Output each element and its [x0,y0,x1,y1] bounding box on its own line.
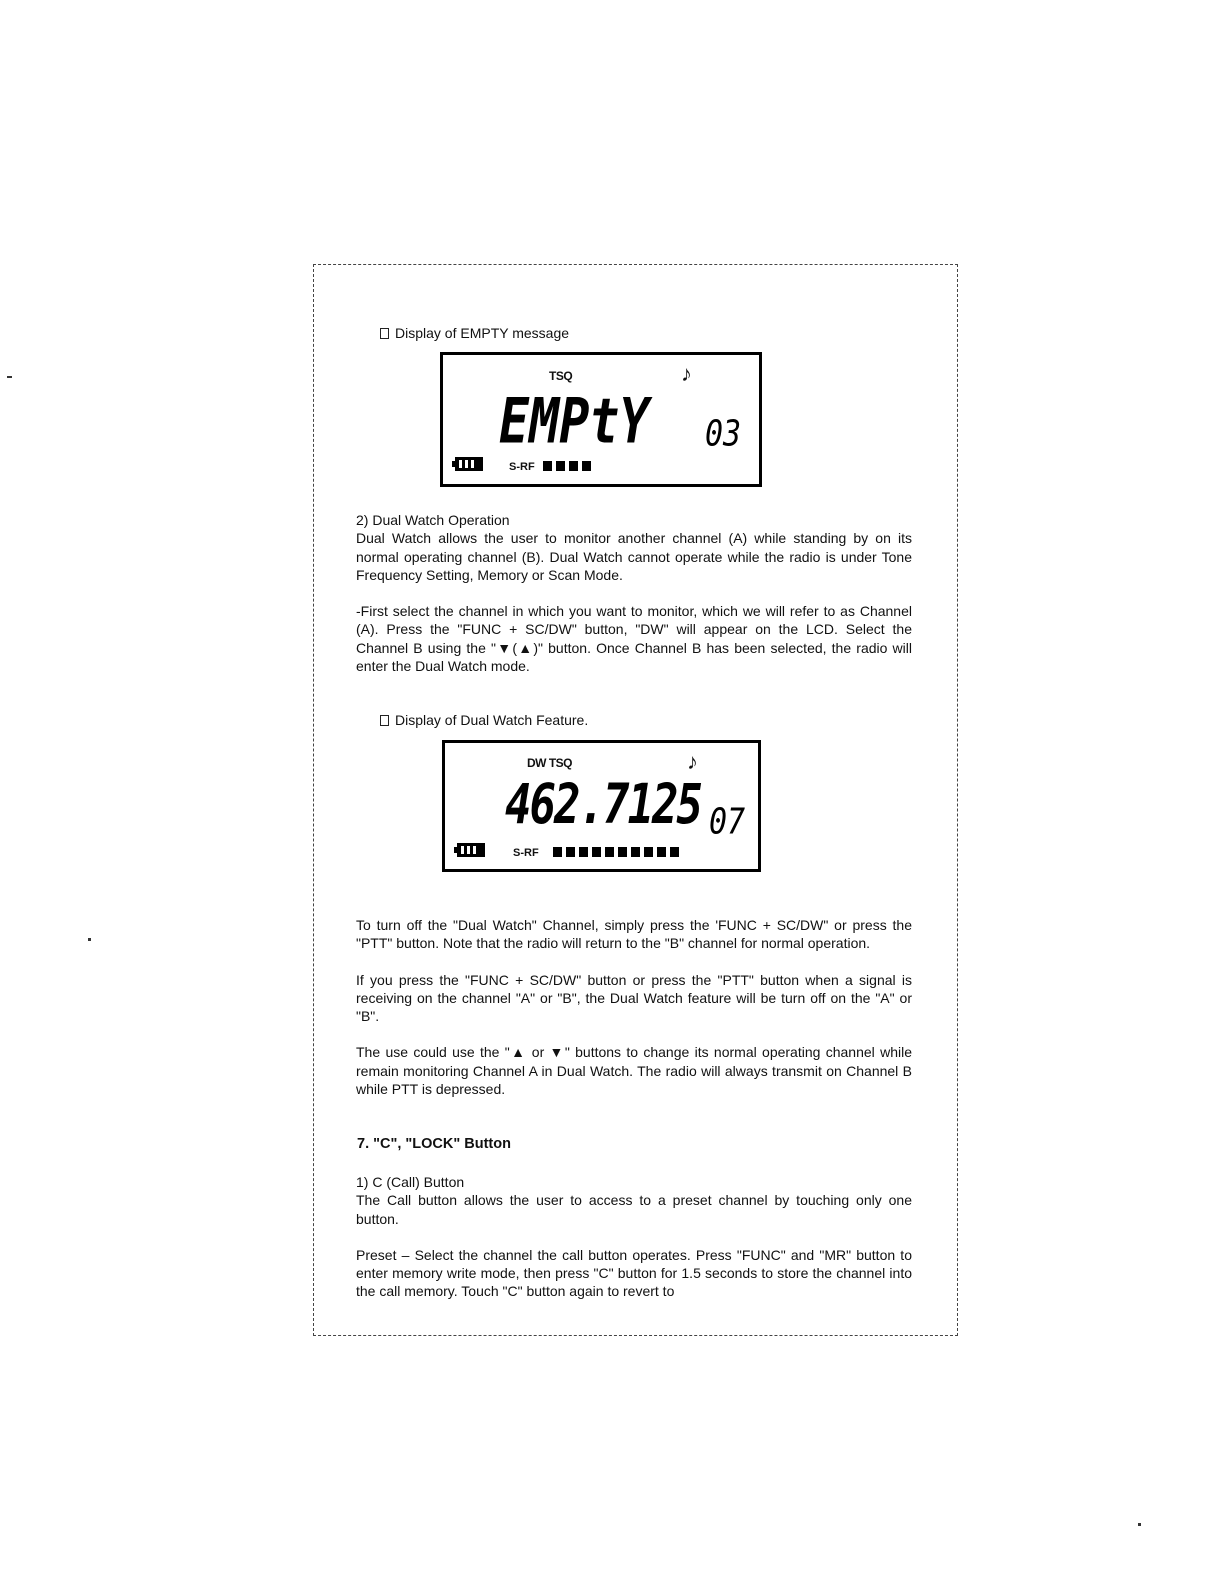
scan-mark-left [7,376,12,378]
section-heading: 7. "C", "LOCK" Button [357,1136,511,1152]
signal-bar [605,847,614,857]
signal-bar [569,461,578,471]
lcd-empty [440,352,762,487]
signal-bar [582,461,591,471]
bullet-icon [380,715,389,726]
signal-bar [566,847,575,857]
bullet-icon [380,328,389,339]
scan-mark-dot [88,938,91,941]
music-note-icon: ♪ [681,361,692,386]
signal-bars [543,461,591,471]
music-note-icon: ♪ [687,749,698,774]
paragraph: If you press the "FUNC + SC/DW" button or press the "PTT" button when a signal is receiving on the channel "A" or "B", the Dual Watch feature will be turn off on the "A" or "B". [356,971,912,1025]
section-title: 1) C (Call) Button [356,1174,465,1190]
paragraph: -First select the channel in which you want to monitor, which we will refer to as Channel (A). Press the "FUNC + SC/DW" button, "DW" will appear on the LCD. Select the Channel B using the "▼(▲)" button. Once Channel B has been selected, the radio will enter the Dual Watch mode. [356,603,912,675]
srf-label: S-RF [509,461,535,473]
paragraph: Dual Watch allows the user to monitor another channel (A) while standing by on its normal operating channel (B). Dual Watch cannot operate while the radio is under Tone Frequency Setting, Memory or Scan Mode. [356,530,912,583]
dual-watch-notes [356,916,912,1098]
signal-bar [618,847,627,857]
signal-bar [644,847,653,857]
tsq-indicator: TSQ [549,369,573,383]
signal-bar [657,847,666,857]
lcd-dual-watch [442,740,761,872]
lcd-channel-number: 07 [709,801,746,843]
lcd-channel-number: 03 [705,413,742,455]
signal-bar [556,461,565,471]
caption-dual-watch-display [380,712,588,728]
signal-bars [553,847,679,857]
signal-bar [631,847,640,857]
paragraph: The use could use the "▲ or ▼" buttons to change its normal operating channel while remain monitoring Channel A in Dual Watch. The radio will always transmit on Channel B while PTT is depressed. [356,1044,912,1098]
caption-empty-display [380,325,569,341]
srf-label: S-RF [513,847,539,859]
dual-watch-section [356,511,912,675]
signal-bar [670,847,679,857]
caption-text: Display of Dual Watch Feature. [395,712,589,728]
scan-mark-corner [1138,1523,1141,1526]
dw-tsq-indicator: DW TSQ [527,756,572,770]
caption-text: Display of EMPTY message [395,325,570,341]
paragraph: Preset – Select the channel the call button operates. Press "FUNC" and "MR" button to enter memory write mode, then press "C" button for 1.5 seconds to store the channel into the call memory. Touch "C" button again to revert to [356,1246,912,1300]
signal-bar [579,847,588,857]
signal-bar [543,461,552,471]
signal-bar [553,847,562,857]
battery-icon [454,843,486,857]
signal-bar [592,847,601,857]
paragraph: To turn off the "Dual Watch" Channel, simply press the 'FUNC + SC/DW" or press the "PTT" button. Note that the radio will return to the "B" channel for normal operation. [356,917,912,952]
lcd-main-text: EMPtY [499,385,650,458]
battery-icon [452,457,484,471]
paragraph: The Call button allows the user to access to a preset channel by touching only one button. [356,1192,912,1227]
call-button-section [356,1173,912,1301]
lcd-frequency: 462.7125 [505,773,701,837]
section-title: 2) Dual Watch Operation [356,512,510,528]
